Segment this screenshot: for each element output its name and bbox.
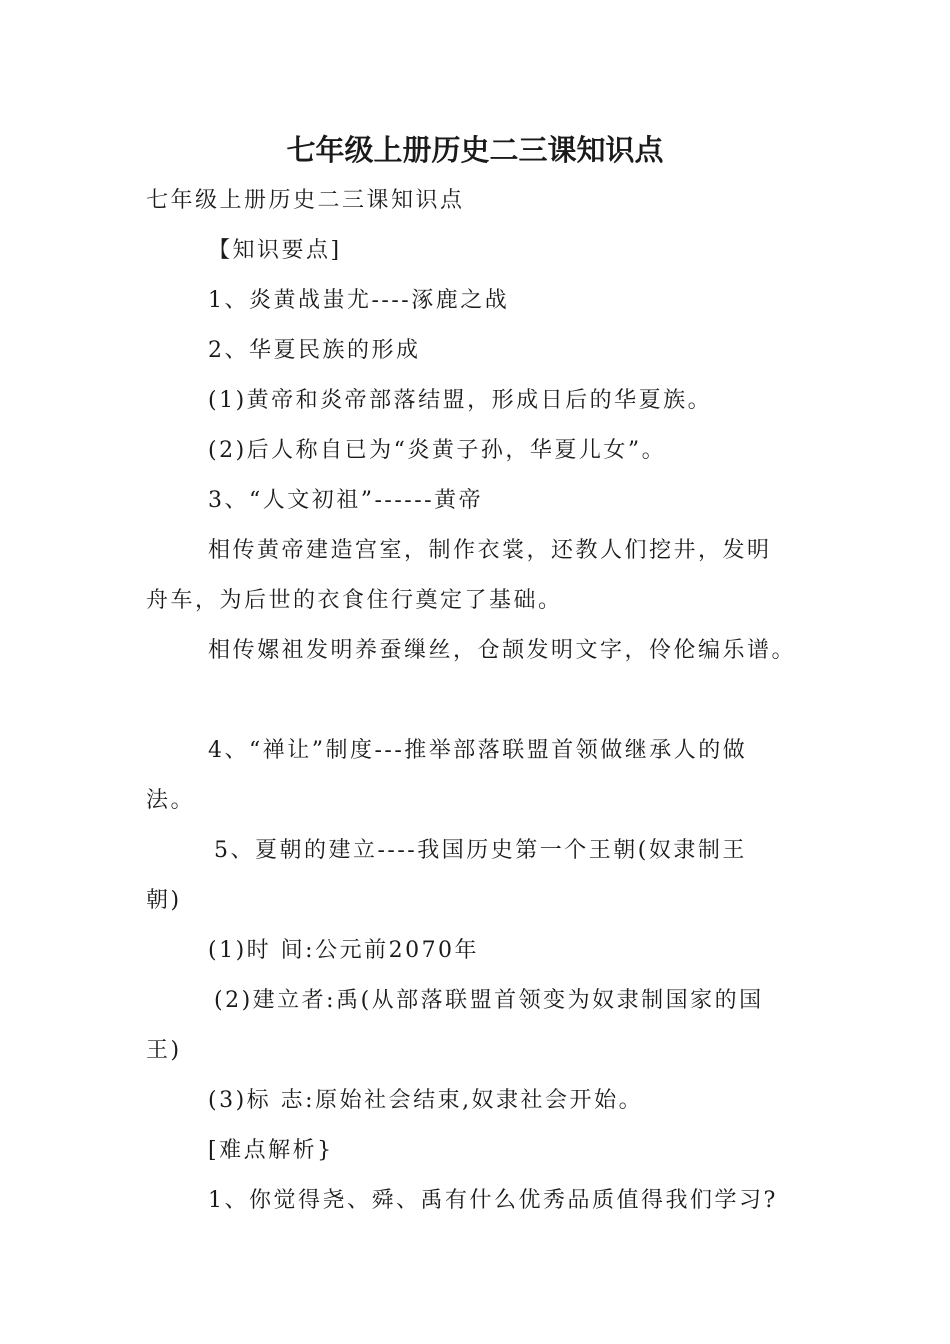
- text-line: 1、炎黄战蚩尤----涿鹿之战: [208, 288, 510, 313]
- text-line: 4、“禅让”制度---推举部落联盟首领做继承人的做: [208, 738, 748, 763]
- section-heading-key-points: 【知识要点]: [208, 238, 342, 263]
- text-line: (2)后人称自已为“炎黄子孙，华夏儿女”。: [208, 438, 667, 463]
- text-line: 3、“人文初祖”------黄帝: [208, 488, 484, 513]
- text-line: 2、华夏民族的形成: [208, 338, 421, 363]
- text-line: (2)建立者:禹(从部落联盟首领变为奴隶制国家的国: [214, 988, 764, 1013]
- document-subtitle: 七年级上册历史二三课知识点: [146, 188, 465, 213]
- text-line: 舟车，为后世的衣食住行奠定了基础。: [146, 588, 563, 613]
- text-line: 相传黄帝建造宫室，制作衣裳，还教人们挖井，发明: [208, 538, 772, 563]
- text-line: 王): [146, 1038, 182, 1063]
- text-line: (3)标 志:原始社会结束,奴隶社会开始。: [208, 1088, 644, 1113]
- page-title: 七年级上册历史二三课知识点: [286, 133, 664, 167]
- text-line: 朝): [146, 888, 182, 913]
- text-line: (1)黄帝和炎帝部落结盟，形成日后的华夏族。: [208, 388, 713, 413]
- text-line: 相传嫘祖发明养蚕缫丝，仓颉发明文字，伶伦编乐谱。: [208, 638, 797, 663]
- section-heading-difficulty: [难点解析}: [208, 1138, 334, 1163]
- text-line: (1)时 间:公元前2070年: [208, 938, 480, 963]
- text-line: 法。: [146, 788, 196, 813]
- text-line: 1、你觉得尧、舜、禹有什么优秀品质值得我们学习?: [208, 1188, 778, 1213]
- text-line: 5、夏朝的建立----我国历史第一个王朝(奴隶制王: [214, 838, 747, 863]
